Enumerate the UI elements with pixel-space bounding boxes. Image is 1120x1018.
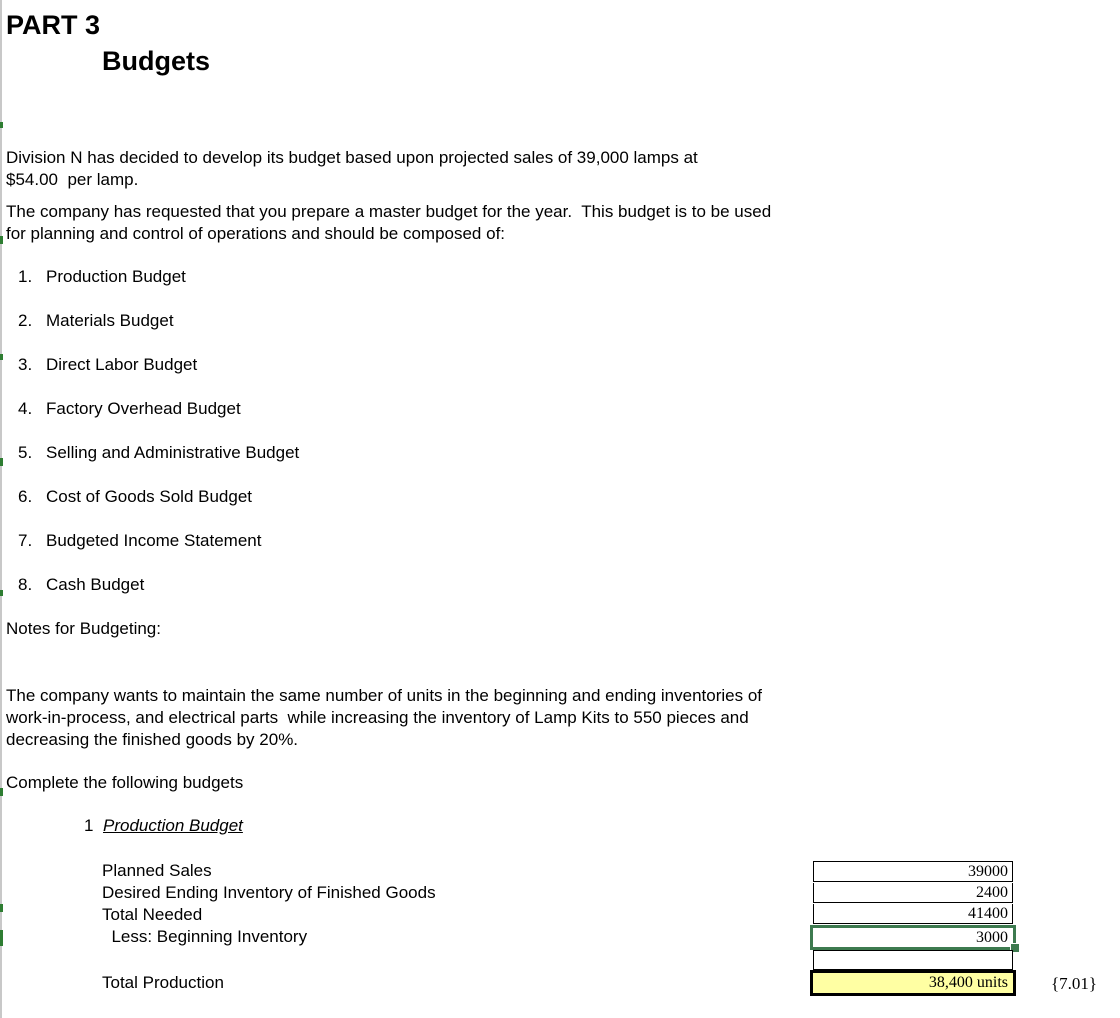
- row-label-ending-inventory: Desired Ending Inventory of Finished Goods: [102, 883, 436, 902]
- edge-marker: [0, 458, 3, 466]
- cell-planned-sales[interactable]: 39000: [813, 861, 1013, 882]
- list-number: 2.: [18, 311, 33, 330]
- edge-marker: [0, 590, 3, 596]
- row-label-total-production: Total Production: [102, 973, 224, 992]
- row-label-beginning-inventory: Less: Beginning Inventory: [102, 927, 308, 946]
- list-label: Factory Overhead Budget: [46, 399, 241, 418]
- cell-beginning-inventory[interactable]: 3000: [810, 925, 1016, 950]
- sheet-left-border: [0, 0, 2, 1018]
- list-label: Production Budget: [46, 267, 186, 286]
- request-line: The company has requested that you prepare a master budget for the year. This budget is to be used: [6, 202, 772, 221]
- list-number: 3.: [18, 355, 33, 374]
- list-item[interactable]: [18, 310, 174, 332]
- reference-code: {7.01}: [1051, 974, 1098, 993]
- inventory-notes: [6, 685, 762, 751]
- request-text: [6, 201, 771, 245]
- list-item[interactable]: [18, 266, 186, 288]
- page-title: Budgets: [102, 46, 210, 76]
- intro-line: Division N has decided to develop its budget based upon projected sales of 39,000 lamps at: [6, 148, 698, 167]
- list-item[interactable]: [18, 442, 299, 464]
- list-item[interactable]: [18, 486, 252, 508]
- list-number: 7.: [18, 531, 33, 550]
- section-number: 1: [84, 816, 94, 835]
- intro-line: $54.00 per lamp.: [6, 170, 139, 189]
- list-number: 6.: [18, 487, 33, 506]
- list-label: Cash Budget: [46, 575, 145, 594]
- list-number: 5.: [18, 443, 33, 462]
- cell-blank[interactable]: [813, 950, 1013, 970]
- list-number: 1.: [18, 267, 33, 286]
- list-label: Materials Budget: [46, 311, 174, 330]
- cell-total-needed[interactable]: 41400: [813, 904, 1013, 924]
- list-number: 4.: [18, 399, 33, 418]
- edge-marker: [0, 904, 3, 912]
- cell-total-production[interactable]: 38,400 units: [810, 970, 1016, 996]
- edge-marker: [0, 354, 3, 360]
- list-item[interactable]: [18, 574, 144, 596]
- list-number: 8.: [18, 575, 33, 594]
- edge-marker: [0, 236, 3, 244]
- section-title: Production Budget: [103, 816, 243, 835]
- inventory-line: decreasing the finished goods by 20%.: [6, 730, 299, 749]
- edge-marker: [0, 122, 3, 128]
- notes-heading: Notes for Budgeting:: [6, 619, 161, 638]
- complete-prompt: Complete the following budgets: [6, 773, 244, 792]
- list-item[interactable]: [18, 354, 197, 376]
- list-label: Cost of Goods Sold Budget: [46, 487, 253, 506]
- list-item[interactable]: [18, 398, 241, 420]
- row-label-planned-sales: Planned Sales: [102, 861, 212, 880]
- list-item[interactable]: [18, 530, 261, 552]
- intro-text: [6, 147, 698, 191]
- request-line: for planning and control of operations and should be composed of:: [6, 224, 506, 243]
- inventory-line: The company wants to maintain the same number of units in the beginning and ending inventories of: [6, 686, 763, 705]
- part-label: PART 3: [6, 10, 101, 40]
- row-label-total-needed: Total Needed: [102, 905, 203, 924]
- inventory-line: work-in-process, and electrical parts while increasing the inventory of Lamp Kits to 550 pieces and: [6, 708, 749, 727]
- list-label: Direct Labor Budget: [46, 355, 198, 374]
- list-label: Selling and Administrative Budget: [46, 443, 300, 462]
- cell-ending-inventory[interactable]: 2400: [813, 883, 1013, 903]
- edge-marker: [0, 788, 3, 796]
- list-label: Budgeted Income Statement: [46, 531, 262, 550]
- edge-marker: [0, 930, 3, 946]
